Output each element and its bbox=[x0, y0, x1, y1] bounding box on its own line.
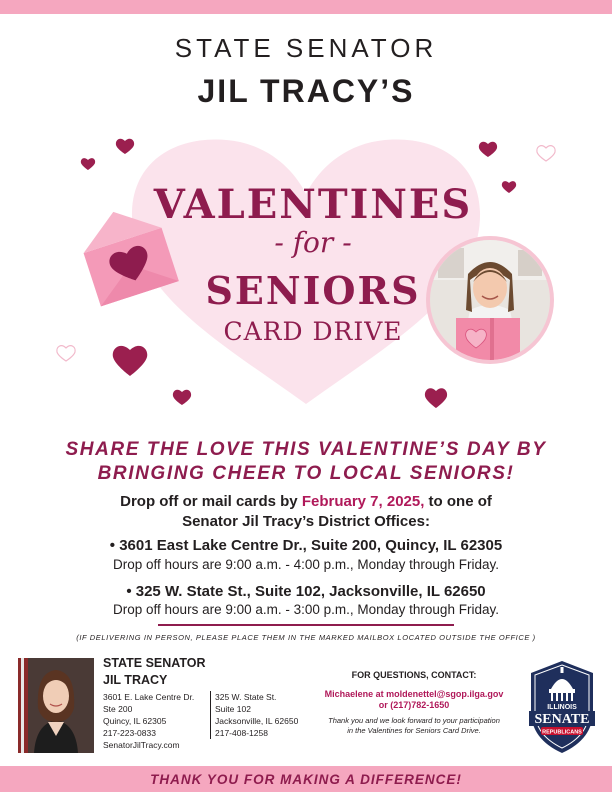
office2-line: 325 W. State St. bbox=[215, 692, 277, 702]
footer-office-quincy bbox=[103, 691, 194, 751]
office2-line: Suite 102 bbox=[215, 704, 251, 714]
child-photo bbox=[426, 236, 554, 364]
thanks-line1: Thank you and we look forward to your participation bbox=[328, 716, 500, 725]
share-line1: SHARE THE LOVE THIS VALENTINE’S DAY BY bbox=[65, 439, 547, 460]
drop-line2: Senator Jil Tracy’s District Offices: bbox=[182, 513, 430, 530]
event-title-seniors: SENIORS bbox=[205, 268, 421, 313]
logo-sub-text: REPUBLICANS bbox=[542, 729, 582, 736]
header-line2: JIL TRACY’S bbox=[197, 73, 415, 109]
bottom-pink-bar bbox=[0, 766, 612, 792]
footer-senator-name: JIL TRACY bbox=[103, 673, 168, 687]
contact-info bbox=[314, 689, 514, 711]
event-title-card-drive: CARD DRIVE bbox=[223, 317, 403, 346]
logo-main-text: SENATE bbox=[534, 712, 590, 727]
drop-suffix: to one of bbox=[424, 493, 492, 510]
drop-date: February 7, 2025, bbox=[301, 493, 425, 510]
drop-off-instructions bbox=[0, 492, 612, 532]
thanks-note bbox=[314, 716, 514, 736]
senator-portrait bbox=[18, 658, 94, 753]
thanks-line2: in the Valentines for Seniors Card Drive. bbox=[347, 726, 481, 735]
questions-heading: FOR QUESTIONS, CONTACT: bbox=[351, 670, 477, 680]
delivery-note: (IF DELIVERING IN PERSON, PLEASE PLACE THEM IN THE MARKED MAILBOX LOCATED OUTSIDE THE OFFICE ) bbox=[76, 633, 536, 642]
share-line2: BRINGING CHEER TO LOCAL SENIORS! bbox=[97, 463, 515, 484]
office1-line: 3601 E. Lake Centre Dr. bbox=[103, 692, 195, 702]
divider bbox=[158, 624, 454, 626]
office-hours-jacksonville: Drop off hours are 9:00 a.m. - 3:00 p.m., Monday through Friday. bbox=[113, 602, 499, 617]
office-hours-quincy: Drop off hours are 9:00 a.m. - 4:00 p.m., Monday through Friday. bbox=[113, 557, 499, 572]
contact-email-link[interactable]: Michaelene at moldenettel@sgop.ilga.gov bbox=[324, 689, 504, 699]
office1-phone: 217-223-0833 bbox=[103, 728, 156, 738]
office-address-jacksonville: • 325 W. State St., Suite 102, Jacksonville, IL 62650 bbox=[126, 583, 486, 600]
footer-senator-title: STATE SENATOR bbox=[103, 656, 206, 670]
header-line1: STATE SENATOR bbox=[174, 33, 438, 63]
senator-website-link[interactable]: SenatorJilTracy.com bbox=[103, 740, 180, 750]
share-message bbox=[0, 438, 612, 486]
office1-line: Quincy, IL 62305 bbox=[103, 716, 167, 726]
office2-phone: 217-408-1258 bbox=[215, 728, 268, 738]
event-title-valentines: VALENTINES bbox=[153, 181, 473, 228]
office-address-quincy: • 3601 East Lake Centre Dr., Suite 200, Quincy, IL 62305 bbox=[109, 537, 503, 554]
office2-line: Jacksonville, IL 62650 bbox=[215, 716, 299, 726]
contact-phone: or (217)782-1650 bbox=[378, 700, 450, 710]
logo-top-text: ILLINOIS bbox=[547, 704, 577, 711]
illinois-senate-republicans-logo bbox=[527, 659, 597, 755]
footer-office-jacksonville bbox=[210, 691, 298, 739]
drop-prefix: Drop off or mail cards by bbox=[120, 493, 302, 510]
thank-you-message: THANK YOU FOR MAKING A DIFFERENCE! bbox=[150, 771, 462, 787]
event-title-for: - for - bbox=[274, 226, 352, 259]
office1-line: Ste 200 bbox=[103, 704, 133, 714]
